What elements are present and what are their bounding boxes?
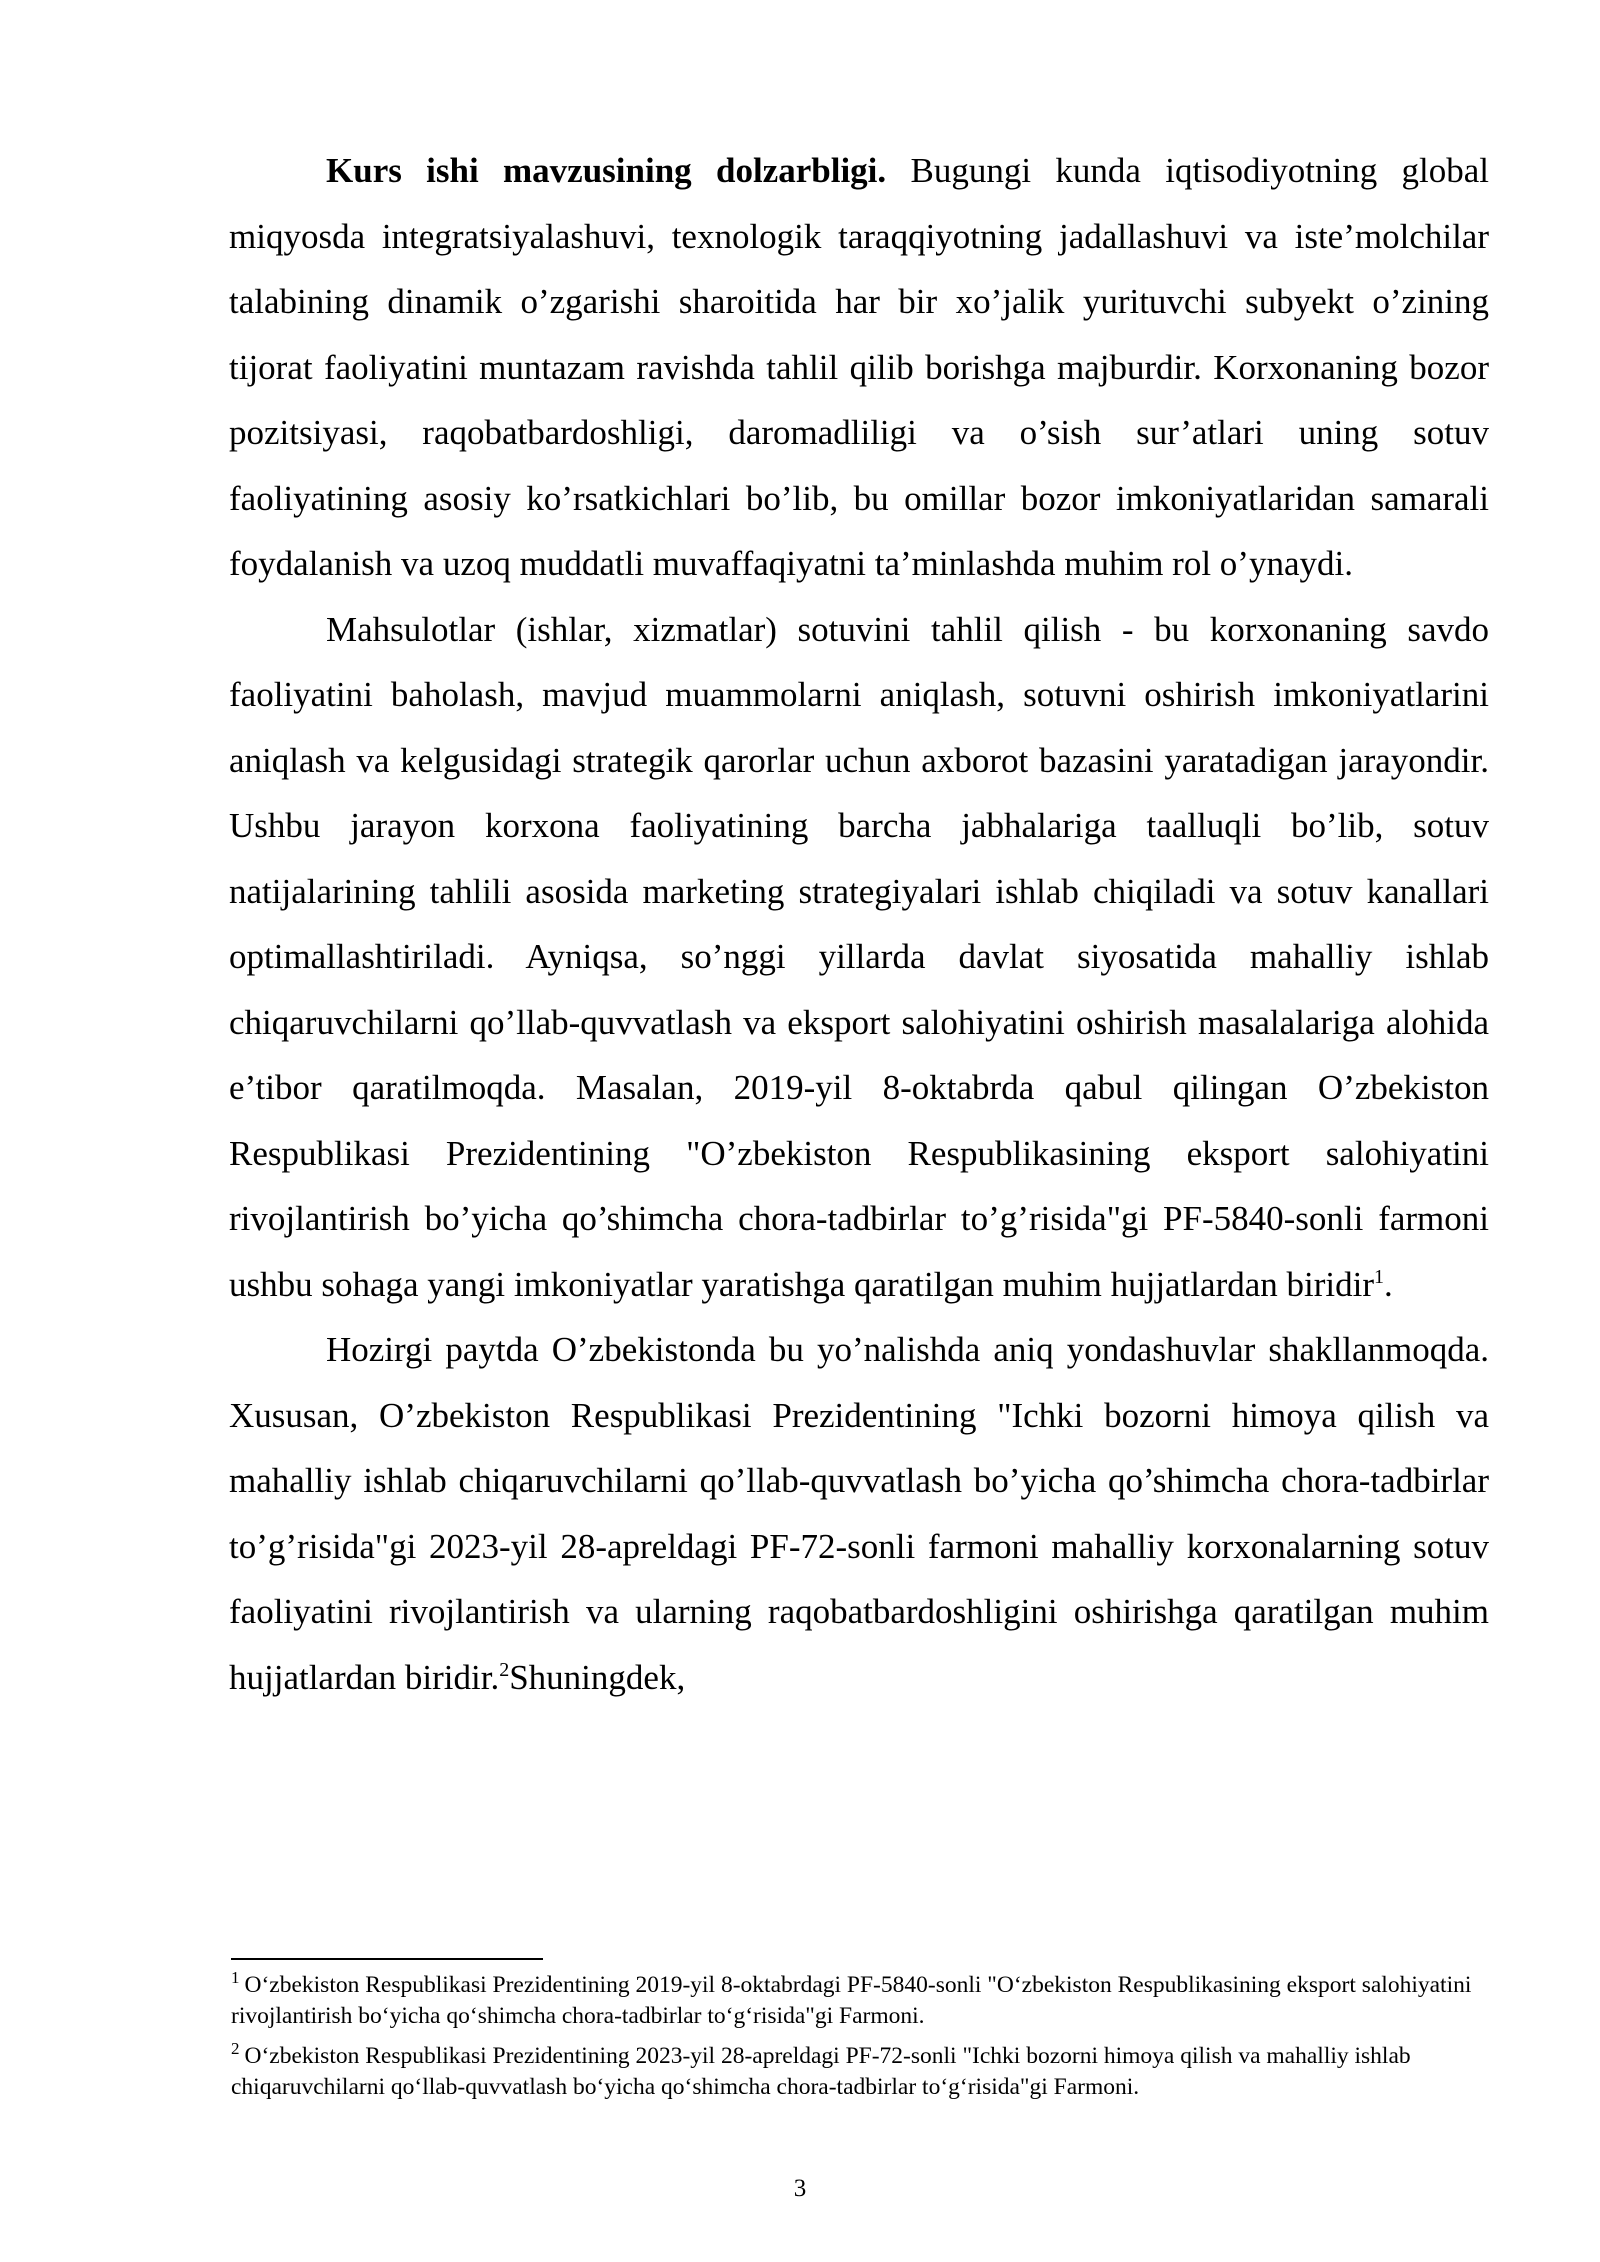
- paragraph-text: Bugungi kunda iqtisodiyotning global miqyosda integratsiyalashuvi, texnologik taraqqiyotning jadallashuvi va iste’molchilar talabining dinamik o’zgarishi sharoitida har bir xo’jalik yurituvchi subyekt o’zining tijorat faoliyatini muntazam ravishda tahlil qilib borishga majburdir. Korxonaning bozor pozitsiyasi, raqobatbardoshligi, daromadliligi va o’sish sur’atlari uning sotuv faoliyatining asosiy ko’rsatkichlari bo’lib, bu omillar bozor imkoniyatlaridan samarali foydalanish va uzoq muddatli muvaffaqiyatni ta’minlashda muhim rol o’ynaydi.: [229, 151, 1489, 583]
- page-number: 3: [793, 2175, 807, 2202]
- footnote-separator: [231, 1958, 543, 1960]
- footnote-1: [231, 1970, 1491, 2032]
- paragraph-text-end: .: [1384, 1264, 1393, 1304]
- footnote-reference-1[interactable]: 1: [1374, 1265, 1384, 1288]
- paragraph-text-end: Shuningdek,: [509, 1657, 686, 1697]
- body-text: [229, 138, 1489, 1710]
- paragraph-relevance: [229, 138, 1489, 597]
- paragraph-current-approach: [229, 1317, 1489, 1710]
- paragraph-text: Hozirgi paytda O’zbekistonda bu yo’nalishda aniq yondashuvlar shakllanmoqda. Xususan, O’zbekiston Respublikasi Prezidentining "Ichki bozorni himoya qilish va mahalliy ishlab chiqaruvchilarni qo’llab-quvvatlash bo’yicha qo’shimcha chora-tadbirlar to’g’risida"gi 2023-yil 28-apreldagi PF-72-sonli farmoni mahalliy korxonalarning sotuv faoliyatini rivojlantirish va ularning raqobatbardoshligini oshirishga qaratilgan muhim hujjatlardan biridir.: [229, 1330, 1489, 1697]
- footnote-text: O‘zbekiston Respublikasi Prezidentining 2023-yil 28-apreldagi PF-72-sonli "Ichki bozorni himoya qilish va mahalliy ishlab chiqaruvchilarni qo‘llab-quvvatlash bo‘yicha qo‘shimcha chora-tadbirlar to‘g‘risida"gi Farmoni.: [231, 2043, 1411, 2100]
- footnote-reference-2[interactable]: 2: [499, 1658, 510, 1681]
- footnote-text: O‘zbekiston Respublikasi Prezidentining 2019-yil 8-oktabrdagi PF-5840-sonli "O‘zbekiston Respublikasining eksport salohiyatini rivojlantirish bo‘yicha qo‘shimcha chora-tadbirlar to‘g‘risida"gi Farmoni.: [231, 1972, 1472, 2029]
- paragraph-text: Mahsulotlar (ishlar, xizmatlar) sotuvini tahlil qilish - bu korxonaning savdo faoliyatini baholash, mavjud muammolarni aniqlash, sotuvni oshirish imkoniyatlarini aniqlash va kelgusidagi strategik qarorlar uchun axborot bazasini yaratadigan jarayondir. Ushbu jarayon korxona faoliyatining barcha jabhalariga taalluqli bo’lib, sotuv natijalarining tahlili asosida marketing strategiyalari ishlab chiqiladi va sotuv kanallari optimallashtiriladi. Ayniqsa, so’nggi yillarda davlat siyosatida mahalliy ishlab chiqaruvchilarni qo’llab-quvvatlash va eksport salohiyatini oshirish masalalariga alohida e’tibor qaratilmoqda. Masalan, 2019-yil 8-oktabrda qabul qilingan O’zbekiston Respublikasi Prezidentining "O’zbekiston Respublikasining eksport salohiyatini rivojlantirish bo’yicha qo’shimcha chora-tadbirlar to’g’risida"gi PF-5840-sonli farmoni ushbu sohaga yangi imkoniyatlar yaratishga qaratilgan muhim hujjatlardan biridir: [229, 609, 1489, 1304]
- footnotes: [231, 1970, 1491, 2112]
- footnote-number: 2: [231, 2039, 240, 2058]
- paragraph-sales-analysis: [229, 597, 1489, 1318]
- footnote-2: [231, 2041, 1491, 2103]
- paragraph-heading: Kurs ishi mavzusining dolzarbligi.: [326, 151, 887, 190]
- footnote-number: 1: [231, 1968, 240, 1987]
